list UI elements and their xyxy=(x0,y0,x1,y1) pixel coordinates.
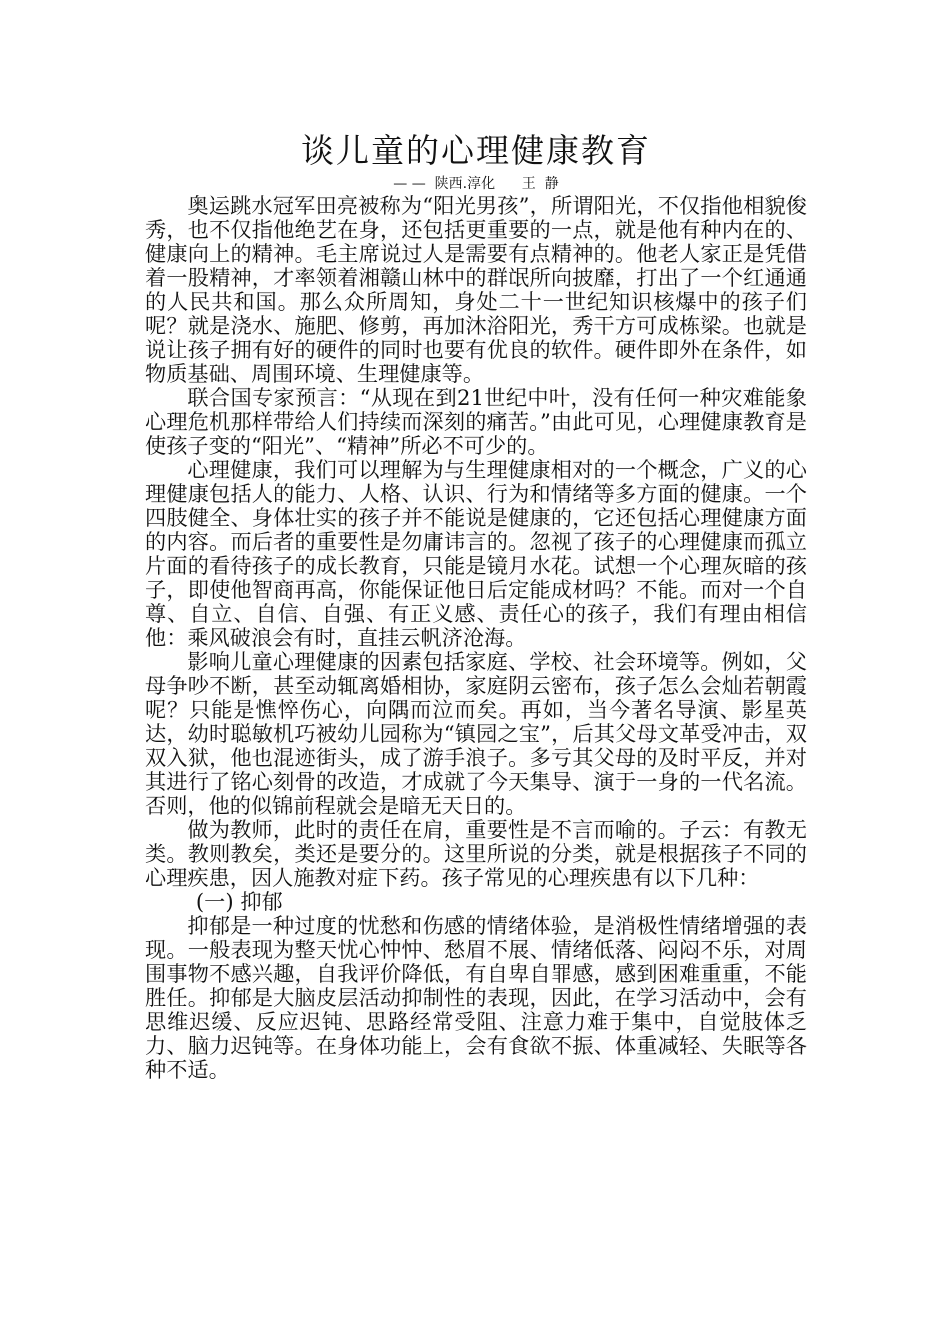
paragraph-teacher-role: 做为教师，此时的责任在肩，重要性是不言而喻的。子云：有教无类。教则教矣，类还是要分的。这里所说的分类，就是根据孩子不同的心理疾患，因人施教对症下药。孩子常见的心理疾患有以下几种： xyxy=(145,817,807,890)
paragraph-depression: 抑郁是一种过度的忧愁和伤感的情绪体验，是消极性情绪增强的表现。一般表现为整天忧心忡忡、愁眉不展、情绪低落、闷闷不乐，对周围事物不感兴趣，自我评价降低，有自卑自罪感，感到困难重重，不能胜任。抑郁是大脑皮层活动抑制性的表现，因此，在学习活动中，会有思维迟缓、反应迟钝、思路经常受阻、注意力难于集中，自觉肢体乏力、脑力迟钝等。在身体功能上，会有食欲不振、体重减轻、失眠等各种不适。 xyxy=(145,913,807,1082)
paragraph-intro: 奥运跳水冠军田亮被称为“阳光男孩”，所谓阳光，不仅指他相貌俊秀，也不仅指他绝艺在身，还包括更重要的一点，就是他有种内在的、健康向上的精神。毛主席说过人是需要有点精神的。他老人家正是凭借着一股精神，才率领着湘赣山林中的群氓所向披靡，打出了一个红通通的人民共和国。那么众所周知，身处二十一世纪知识核爆中的孩子们呢？就是浇水、施肥、修剪，再加沐浴阳光，秀干方可成栋梁。也就是说让孩子拥有好的硬件的同时也要有优良的软件。硬件即外在条件，如物质基础、周围环境、生理健康等。 xyxy=(145,193,807,386)
paragraph-influences: 影响儿童心理健康的因素包括家庭、学校、社会环境等。例如，父母争吵不断，甚至动辄离婚相协，家庭阴云密布，孩子怎么会灿若朝霞呢？只能是憔悴伤心，向隅而泣而矣。再如，当今著名导演、影星英达，幼时聪敏机巧被幼儿园称为“镇园之宝”，后其父母文革受冲击，双双入狱，他也混迹街头，成了游手浪子。多亏其父母的及时平反，并对其进行了铭心刻骨的改造，才成就了今天集导、演于一身的一代名流。否则，他的似锦前程就会是暗无天日的。 xyxy=(145,649,807,818)
paragraph-mental-health: 心理健康，我们可以理解为与生理健康相对的一个概念，广义的心理健康包括人的能力、人格、认识、行为和情绪等多方面的健康。一个四肢健全、身体壮实的孩子并不能说是健康的，它还包括心理健康方面的内容。而后者的重要性是勿庸讳言的。忽视了孩子的心理健康而孤立片面的看待孩子的成长教育，只能是镜月水花。试想一个心理灰暗的孩子，即使他智商再高，你能保证他日后定能成材吗？不能。而对一个自尊、自立、自信、自强、有正义感、责任心的孩子，我们有理由相信他：乘风破浪会有时，直挂云帆济沧海。 xyxy=(145,457,807,650)
document-page xyxy=(145,128,807,1082)
section-heading-depression: (一) 抑郁 xyxy=(195,889,283,914)
page-title: 谈儿童的心理健康教育 xyxy=(301,131,651,170)
paragraph-un-expert: 联合国专家预言：“从现在到21世纪中叶，没有任何一种灾难能象心理危机那样带给人们持续而深刻的痛苦。”由此可见，心理健康教育是使孩子变的“阳光”、“精神”所必不可少的。 xyxy=(145,385,807,458)
author-byline: — — 陕西.淳化 王 静 xyxy=(393,176,559,192)
